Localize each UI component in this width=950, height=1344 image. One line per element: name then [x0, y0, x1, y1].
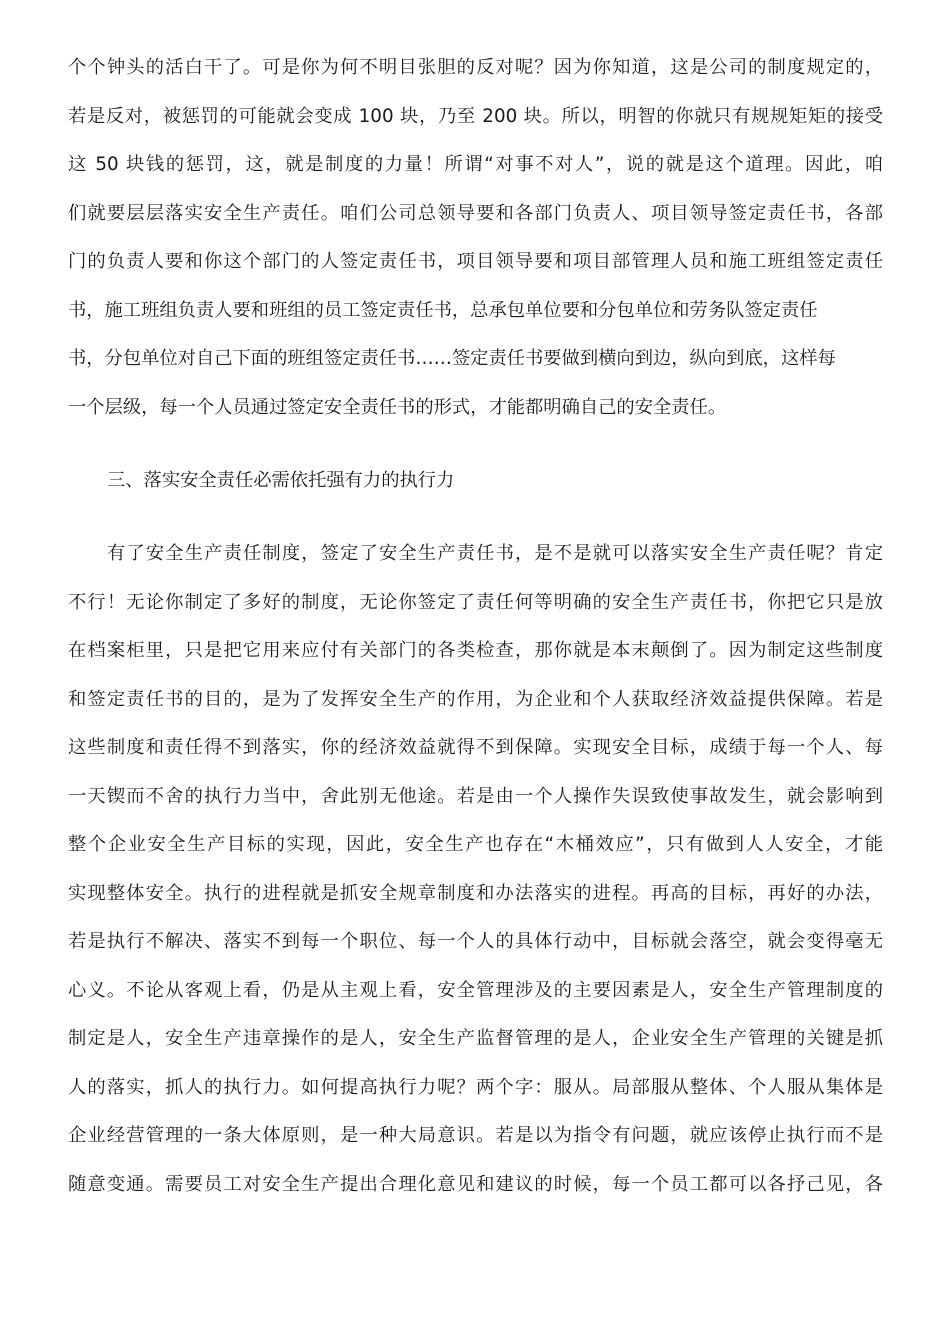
paragraph-line: 企业经营管理的一条大体原则，是一种大局意识。若是以为指令有问题，就应该停止执行而不是: [68, 1125, 883, 1146]
paragraph-line: 制定是人，安全生产违章操作的是人，安全生产监督管理的是人，企业安全生产管理的关键是抓: [68, 1028, 883, 1049]
paragraph-line: 在档案柜里，只是把它用来应付有关部门的各类检查，那你就是本末颠倒了。因为制定这些制度: [68, 640, 883, 661]
paragraph-line: 人的落实，抓人的执行力。如何提高执行力呢？两个字：服从。局部服从整体、个人服从集体是: [68, 1077, 883, 1098]
paragraph-line: 个个钟头的活白干了。可是你为何不明目张胆的反对呢？因为你知道，这是公司的制度规定的，: [68, 57, 883, 78]
paragraph-line: 和签定责任书的目的，是为了发挥安全生产的作用，为企业和个人获取经济效益提供保障。若是: [68, 689, 883, 710]
paragraph-line: 整个企业安全生产目标的实现，因此，安全生产也存在“木桶效应”，只有做到人人安全，才能: [68, 834, 883, 855]
paragraph-line: 若是执行不解决、落实不到每一个职位、每一个人的具体行动中，目标就会落空，就会变得毫无: [68, 931, 883, 952]
paragraph-line-first: 有了安全生产责任制度，签定了安全生产责任书，是不是就可以落实安全生产责任呢？肯定: [107, 543, 883, 564]
paragraph-line: 实现整体安全。执行的进程就是抓安全规章制度和办法落实的进程。再高的目标，再好的办法，: [68, 883, 883, 904]
paragraph-line-last: 一个层级，每一个人员通过签定安全责任书的形式，才能都明确自己的安全责任。: [68, 397, 727, 418]
paragraph-line: 这 50 块钱的惩罚，这，就是制度的力量！所谓“对事不对人”，说的就是这个道理。因此，咱: [68, 154, 883, 175]
paragraph-line: 不行！无论你制定了多好的制度，无论你签定了责任何等明确的安全生产责任书，你把它只是放: [68, 592, 883, 613]
paragraph-line: 书，分包单位对自己下面的班组签定责任书……签定责任书要做到横向到边，纵向到底，这样每: [68, 348, 836, 369]
paragraph-line: 心义。不论从客观上看，仍是从主观上看，安全管理涉及的主要因素是人，安全生产管理制度的: [68, 980, 883, 1001]
paragraph-line: 们就要层层落实安全生产责任。咱们公司总领导要和各部门负责人、项目领导签定责任书，各部: [68, 203, 883, 224]
paragraph-line: 门的负责人要和你这个部门的人签定责任书，项目领导要和项目部管理人员和施工班组签定责任: [68, 251, 883, 272]
paragraph-line: 若是反对，被惩罚的可能就会变成 100 块，乃至 200 块。所以，明智的你就只有规规矩矩的接受: [68, 106, 883, 127]
paragraph-line: 随意变通。需要员工对安全生产提出合理化意见和建议的时候，每一个员工都可以各抒己见，各: [68, 1174, 883, 1195]
paragraph-line: 这些制度和责任得不到落实，你的经济效益就得不到保障。实现安全目标，成绩于每一个人、每: [68, 737, 883, 758]
section-heading: 三、落实安全责任必需依托强有力的执行力: [107, 470, 455, 491]
paragraph-line: 一天锲而不舍的执行力当中，舍此别无他途。若是由一个人操作失误致使事故发生，就会影响到: [68, 786, 883, 807]
paragraph-line: 书，施工班组负责人要和班组的员工签定责任书，总承包单位要和分包单位和劳务队签定责任: [68, 300, 818, 321]
